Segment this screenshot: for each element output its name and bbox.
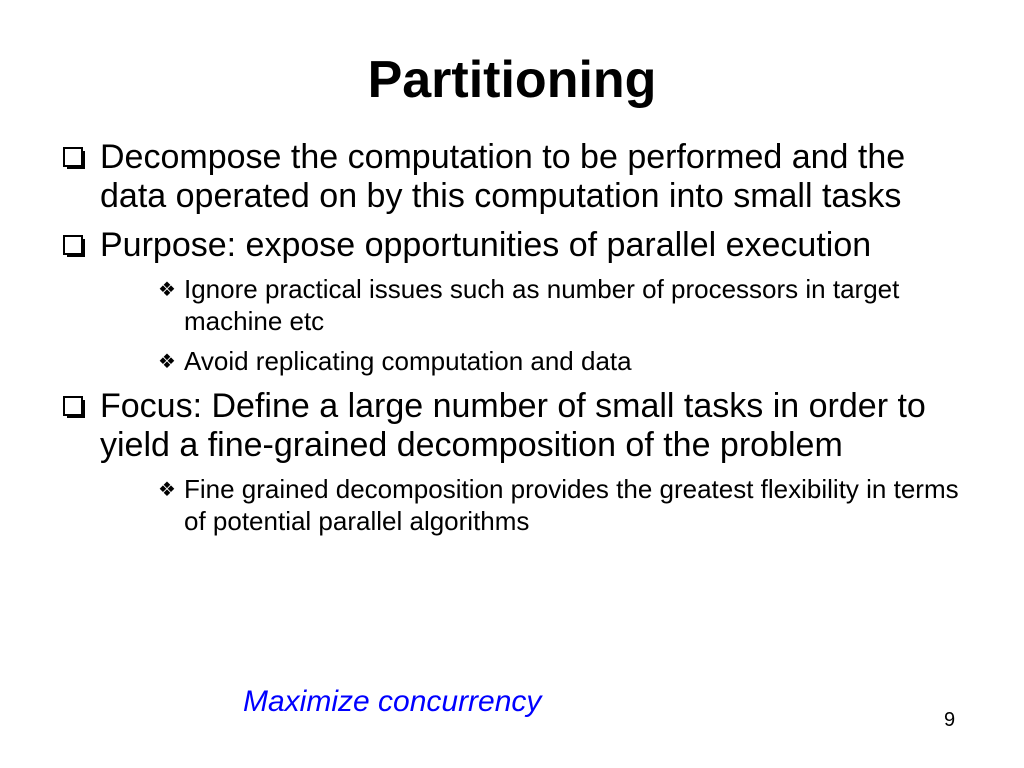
- bullet-item: [62, 387, 962, 537]
- sub-bullet-item: [156, 473, 962, 537]
- sub-bullet-text: Fine grained decomposition provides the greatest flexibility in terms of potential parallel algorithms: [184, 474, 959, 536]
- four-diamond-icon: ❖: [158, 279, 176, 301]
- hollow-square-icon: [62, 234, 86, 258]
- sub-bullet-text: Avoid replicating computation and data: [184, 346, 632, 376]
- page-number: 9: [944, 709, 956, 731]
- sub-bullet-item: [156, 345, 962, 377]
- hollow-square-icon: [62, 146, 86, 170]
- slide-title: Partitioning: [367, 51, 657, 109]
- sub-bullet-list: [100, 473, 962, 537]
- bullet-item: [62, 226, 962, 377]
- sub-bullet-text: Ignore practical issues such as number of processors in target machine etc: [184, 274, 900, 336]
- bullet-text: Decompose the computation to be performed and the data operated on by this computation into small tasks: [100, 138, 906, 215]
- four-diamond-icon: ❖: [158, 351, 176, 373]
- bullet-list: [62, 138, 962, 547]
- sub-bullet-item: [156, 273, 962, 337]
- bullet-item: [62, 138, 962, 216]
- callout-text: Maximize concurrency: [243, 685, 542, 718]
- bullet-text: Focus: Define a large number of small tasks in order to yield a fine-grained decomposition of the problem: [100, 387, 926, 464]
- hollow-square-icon: [62, 395, 86, 419]
- bullet-text: Purpose: expose opportunities of parallel execution: [100, 226, 872, 264]
- sub-bullet-list: [100, 273, 962, 377]
- four-diamond-icon: ❖: [158, 479, 176, 501]
